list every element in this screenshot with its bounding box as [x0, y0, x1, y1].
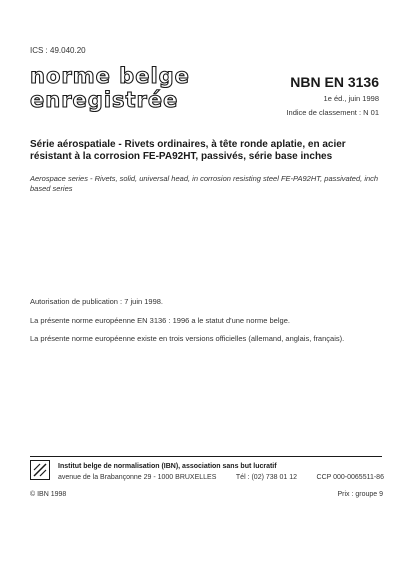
- institute-name: Institut belge de normalisation (IBN), association sans but lucratif: [58, 463, 277, 470]
- copyright: © IBN 1998: [30, 491, 67, 498]
- ibn-logo: [30, 460, 50, 480]
- brand-title-line-1: norme belge: [30, 64, 190, 88]
- institute-address: avenue de la Brabançonne 29 - 1000 BRUXELLES: [58, 474, 217, 481]
- standard-number: NBN EN 3136: [290, 74, 379, 90]
- status-paragraph: La présente norme européenne EN 3136 : 1996 a le statut d'une norme belge.: [30, 316, 290, 325]
- ics-code: ICS : 49.040.20: [30, 46, 86, 55]
- versions-paragraph: La présente norme européenne existe en trois versions officielles (allemand, anglais, français).: [30, 334, 345, 343]
- english-title: Aerospace series - Rivets, solid, universal head, in corrosion resisting steel FE-PA92HT, passivated, inch based series: [30, 174, 379, 193]
- institute-contact: [58, 474, 384, 481]
- price-group: Prix : groupe 9: [337, 491, 383, 498]
- ibn-logo-icon: [32, 462, 48, 478]
- institute-phone: Tél : (02) 738 01 12: [235, 474, 297, 481]
- french-title: Série aérospatiale - Rivets ordinaires, à tête ronde aplatie, en acier résistant à la corrosion FE-PA92HT, passivés, série base inches: [30, 139, 346, 162]
- brand-title-line-2: enregistrée: [30, 88, 179, 112]
- standard-date: 1e éd., juin 1998: [323, 94, 379, 103]
- footer-divider: [30, 456, 382, 457]
- institute-account: CCP 000-0065511-86: [316, 474, 384, 481]
- classification-index: Indice de classement : N 01: [286, 108, 379, 117]
- publication-authorization: Autorisation de publication : 7 juin 1998.: [30, 297, 164, 306]
